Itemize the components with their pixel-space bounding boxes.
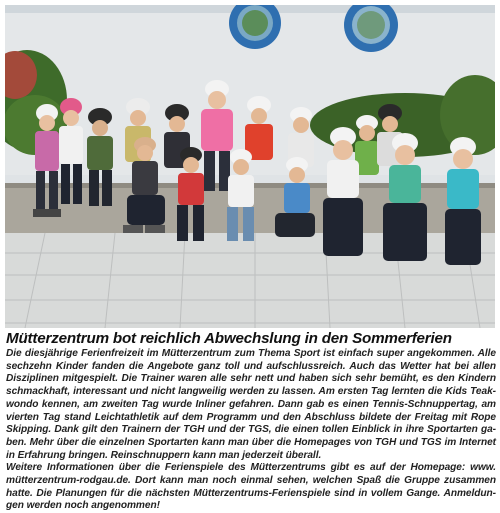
article-body-line: Disziplinen mitgespielt. Die Trainer waren alle sehr nett und haben sich sehr bemüht, es den Kindern [6, 373, 496, 385]
article-body-line: ben. Mehr über die einzelnen Sportarten kann man über die Homepages von TGH und TGS im Internet [6, 436, 496, 448]
group-photo-illustration [5, 5, 495, 328]
article-body-line: Skipping. Dank gilt den Trainern der TGH und der TGS, die einen tollen Einblick in ihre Sportarten ga- [6, 424, 496, 436]
article-body-line: in Erfahrung bringen. Reinschnuppern kann man jederzeit überall. [6, 449, 322, 461]
article-body-line: vierten Tag stand Leichtathletik auf dem Programm und den Abschluss bildete der Freitag mit Rope [6, 411, 496, 423]
article-headline: Mütterzentrum bot reichlich Abwechslung in den Sommerferien [6, 330, 452, 347]
article-photo [5, 5, 495, 328]
article-body-line: Die diesjährige Ferienfreizeit im Mütterzentrum zum Thema Sport ist einfach super angekommen. Alle [6, 348, 496, 359]
article-body-line: wondo kennen, am zweiten Tag wurde Inliner gefahren. Dann gab es einen Tennis-Schnuppertag, am [6, 398, 496, 410]
article-body-line: Weitere Informationen über die Ferienspiele des Mütterzentrums gibt es auf der Homepage: www. [6, 462, 496, 474]
article-body-line: gen werden noch angenommen! [6, 500, 160, 512]
article-body-line: mütterzentrum-rodgau.de. Dort kann man noch einmal sehen, welchen Spaß die Gruppe zusammen [6, 475, 496, 487]
article-body-line: hatte. Die Planungen für die nächsten Mütterzentrums-Ferienspiele sind in vollem Gange. Anmeldun- [6, 487, 496, 499]
article-body [6, 348, 496, 513]
article-body-line: schmackhaft, interessant und nicht langweilig werden zu lassen. Am ersten Tag lernten die Kids Teak- [6, 386, 496, 398]
article-body-line: sechzehn Kinder fanden die Angebote ganz toll und aufschlussreich. Auch das Wetter hat bei allen [6, 360, 496, 372]
